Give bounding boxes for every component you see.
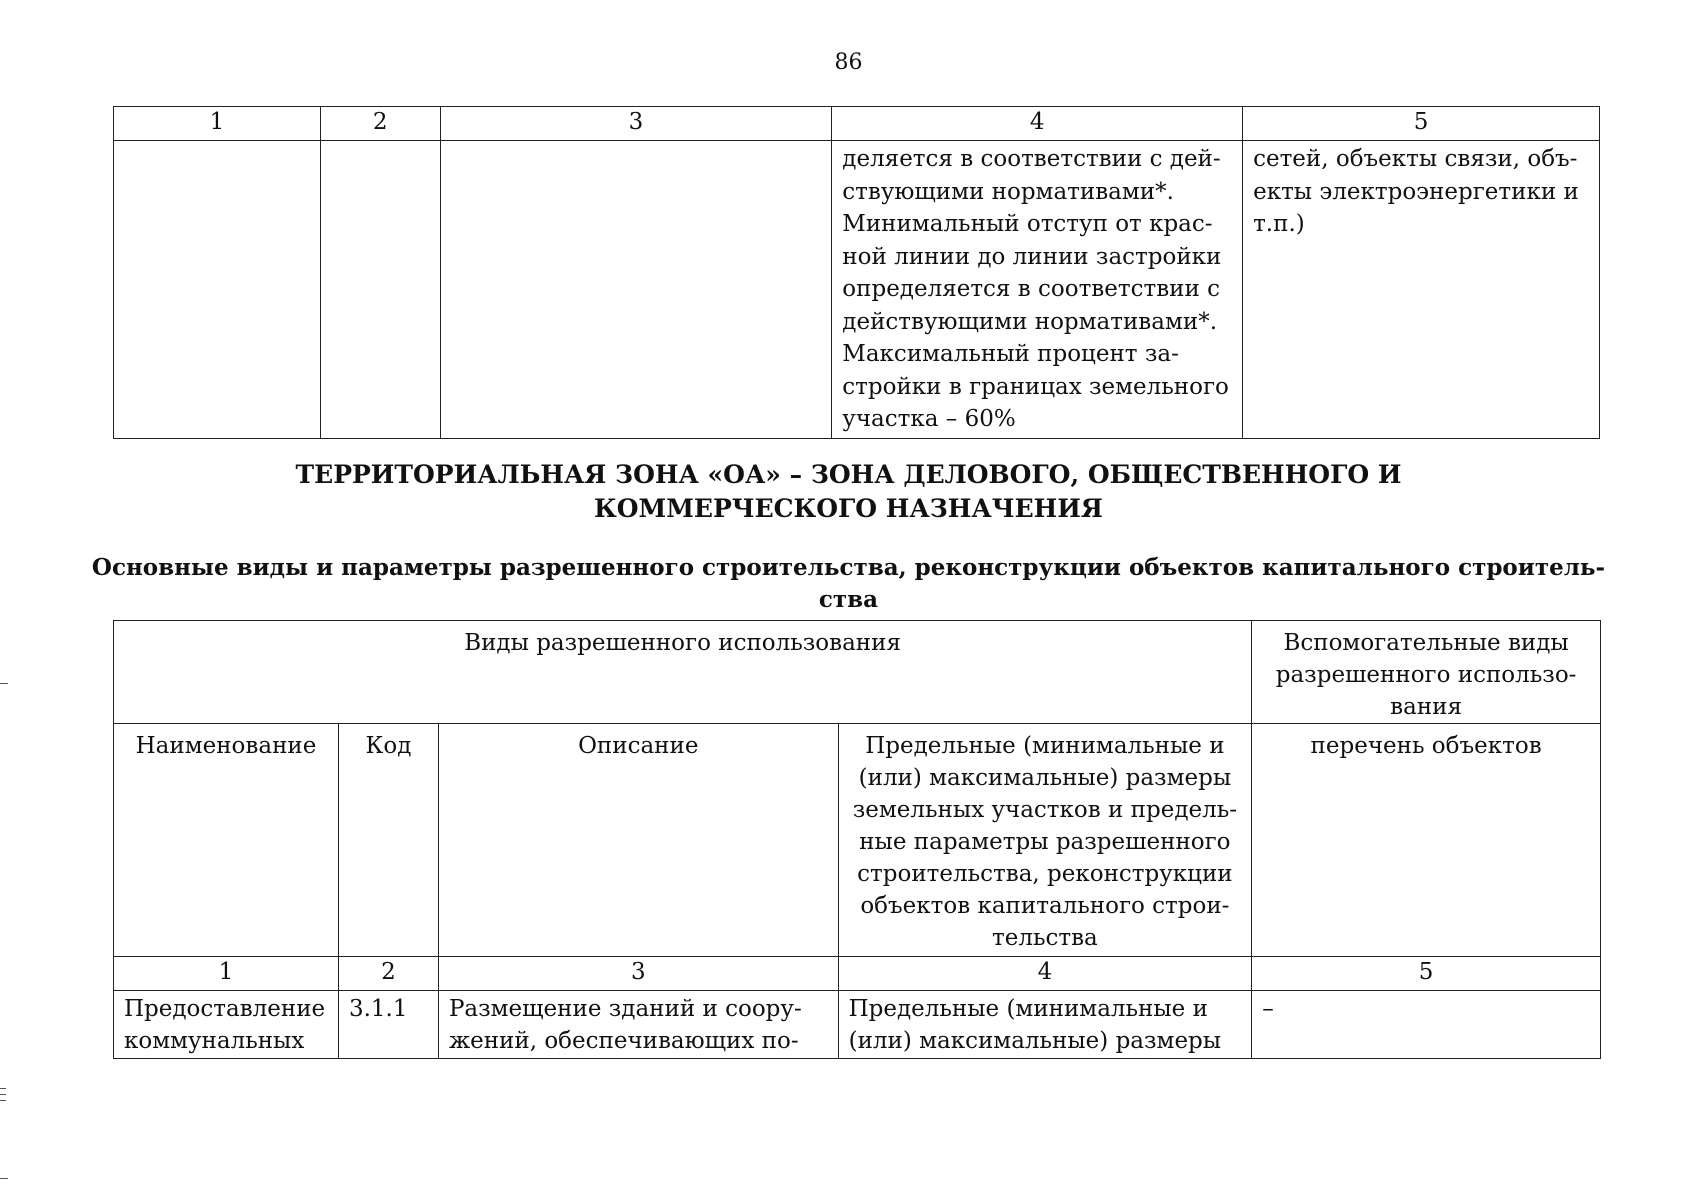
margin-mark [0, 1178, 8, 1179]
table-row [114, 991, 1601, 1059]
column-number: 5 [1243, 107, 1600, 141]
column-number: 5 [1252, 957, 1601, 991]
column-number-row [114, 107, 1600, 141]
cell-objects: – [1252, 991, 1601, 1059]
margin-mark [0, 683, 8, 684]
column-number: 2 [320, 107, 440, 141]
column-number: 1 [114, 107, 321, 141]
cell-parameters: деляется в соответствии с дей- ствующими нормативами*. Минимальный отступ от крас- ной линии до линии застройки определяется в соответствии с действующими нормативами*. Максимальный процент за- стройки в границах земельного участка – 60% [832, 141, 1243, 439]
column-number: 4 [838, 957, 1252, 991]
zone-title-text: ТЕРРИТОРИАЛЬНАЯ ЗОНА «ОА» – ЗОНА ДЕЛОВОГО, ОБЩЕСТВЕННОГО И КОММЕРЧЕСКОГО НАЗНАЧЕНИЯ [295, 460, 1402, 523]
column-header-row [114, 724, 1601, 957]
group-header-row [114, 621, 1601, 724]
cell-description: Размещение зданий и соору- жений, обеспечивающих по- [438, 991, 838, 1059]
header-limits: Предельные (минимальные и (или) максимальные) размеры земельных участков и предель- ные параметры разрешенного строительства, реконструкции объектов капитального строи- тельства [838, 724, 1252, 957]
page-number: 86 [834, 50, 863, 75]
cell-objects: сетей, объекты связи, объ- екты электроэнергетики и т.п.) [1243, 141, 1600, 439]
cell-col1 [114, 141, 321, 439]
group-header-aux: Вспомогательные виды разрешенного использо- вания [1252, 621, 1601, 724]
zone-subtitle: Основные виды и параметры разрешенного строительства, реконструкции объектов капитального строитель- ства [91, 554, 1606, 613]
continuation-table [113, 106, 1600, 439]
column-number: 1 [114, 957, 339, 991]
column-number: 3 [438, 957, 838, 991]
cell-col2 [320, 141, 440, 439]
zone-title [0, 458, 1697, 526]
column-number: 4 [832, 107, 1243, 141]
permitted-use-table [113, 620, 1601, 1059]
cell-limits: Предельные (минимальные и (или) максимальные) размеры [838, 991, 1252, 1059]
cell-name: Предоставление коммунальных [114, 991, 339, 1059]
header-objects: перечень объектов [1252, 724, 1601, 957]
column-number-row [114, 957, 1601, 991]
header-code: Код [338, 724, 438, 957]
margin-mark [0, 1100, 6, 1101]
column-number: 2 [338, 957, 438, 991]
header-name: Наименование [114, 724, 339, 957]
margin-mark [0, 1088, 6, 1089]
cell-code: 3.1.1 [338, 991, 438, 1059]
header-description: Описание [438, 724, 838, 957]
cell-col3 [440, 141, 832, 439]
column-number: 3 [440, 107, 832, 141]
group-header-main: Виды разрешенного использования [114, 621, 1252, 724]
margin-mark [0, 1094, 6, 1095]
table-row [114, 141, 1600, 439]
